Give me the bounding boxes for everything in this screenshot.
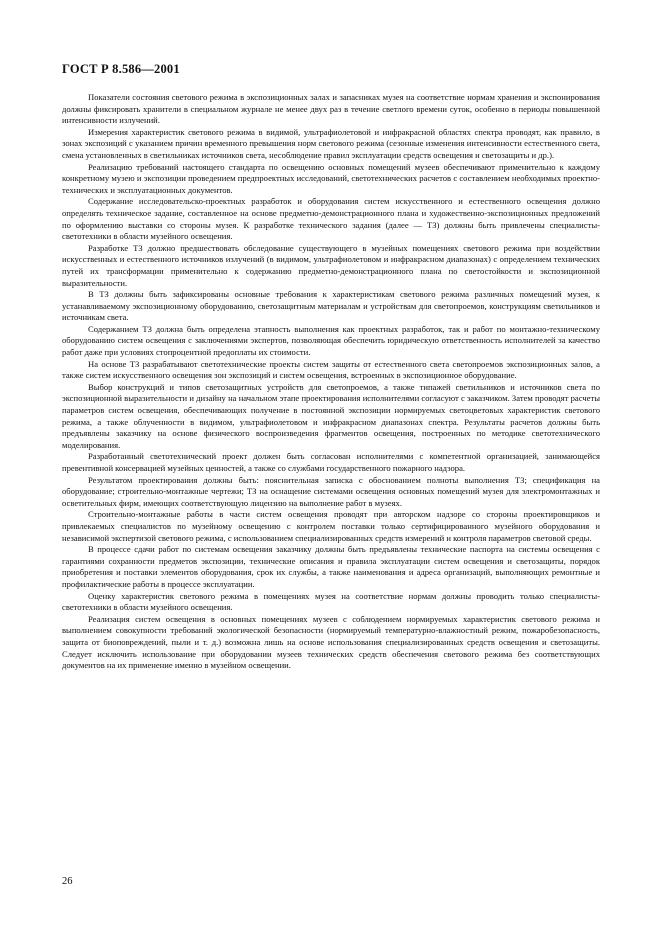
paragraph: Содержанием ТЗ должна быть определена этапность выполнения как проектных разработок, так и работ по монтажно-техническому оборудованию систем освещения с заключениями экспертов, позволяющая обеспечить юридическую ответственность исполнителей за качество работ даже при условиях стопроцентной предоплаты их стоимости. [62, 323, 600, 358]
paragraph: Содержание исследовательско-проектных разработок и оборудования систем искусственного и естественного освещения должно определять техническое задание, составленное на основе предметно-демонстрационного плана и художественно-экспозиционных предложений по оформлению выставки со стороны музея. К разработке технического задания (далее — ТЗ) должны быть привлечены специалисты-светотехники в области музейного освещения. [62, 196, 600, 242]
paragraph: Оценку характеристик светового режима в помещениях музея на соответствие нормам должны проводить только специалисты-светотехники в области музейного освещения. [62, 590, 600, 613]
paragraph: Разработанный светотехнический проект должен быть согласован исполнителями с компетентной организацией, занимающейся превентивной консервацией музейных ценностей, а также со службами государственного пожарного надзора. [62, 451, 600, 473]
paragraph: Реализацию требований настоящего стандарта по освещению основных помещений музеев обеспечивают применительно к каждому конкретному музею и экспозиции проведением предпроектных исследований, светотехнических расчетов с составлением необходимых проектно-технических и эксплуатационных документов. [62, 161, 600, 195]
paragraph: На основе ТЗ разрабатывают светотехнические проекты систем защиты от естественного света светопроемов экспозиционных залов, а также систем искусственного освещения зон экспозиций и систем освещения, встроенных в экспозиционное оборудование. [62, 358, 600, 381]
paragraph: Измерения характеристик светового режима в видимой, ультрафиолетовой и инфракрасной областях спектра проводят, как правило, в зонах экспозиций с указанием причин временного превышения норм светового режима (сезонные изменения интенсивности естественного света, смена установленных в светильниках источников света, несоблюдение правил эксплуатации средств освещения и светозащиты и др.). [62, 126, 600, 160]
paragraph: В процессе сдачи работ по системам освещения заказчику должны быть предъявлены технические паспорта на системы освещения с гарантиями сохранности предметов экспозиции, технические описания и правила эксплуатации систем освещения и светозащиты, порядок приобретения и поставки элементов оборудования, срок их службы, а также наименования и адреса организаций, выполняющих ремонтные и профилактические работы в процессе эксплуатации. [62, 544, 600, 589]
paragraph: В ТЗ должны быть зафиксированы основные требования к характеристикам светового режима различных помещений музея, к устанавливаемому экспозиционному оборудованию, светозащитным материалам и устройствам для светопроемов, конструкциям светильников и источникам света. [62, 289, 600, 323]
page-number: 26 [62, 876, 73, 887]
paragraph: Разработке ТЗ должно предшествовать обследование существующего в музейных помещениях светового режима при воздействии искусственных и естественного источников излучений (в видимом, ультрафиолетовом и инфракрасном диапазонах) с определением технических путей их трансформации применительно к содержанию предметно-демонстрационного плана по светостойкости и экспозиционной выразительности. [62, 242, 600, 288]
paragraph: Строительно-монтажные работы в части систем освещения проводят при авторском надзоре со стороны проектировщиков и привлекаемых специалистов по музейному освещению с контролем поставки только сертифицированного музейного оборудования и независимой экспертизой светового режима, с использованием специализированных средств измерений и контроля параметров световой среды. [62, 509, 600, 543]
paragraph: Показатели состояния светового режима в экспозиционных залах и запасниках музея на соответствие нормам хранения и экспонирования должны фиксировать хранители в специальном журнале не менее двух раз в течение светлого времени суток, особенно в периоды повышенной интенсивности излучений. [62, 92, 600, 126]
standard-header: ГОСТ Р 8.586—2001 [62, 62, 180, 76]
paragraph: Результатом проектирования должны быть: пояснительная записка с обоснованием полноты выполнения ТЗ; спецификация на оборудование; строительно-монтажные чертежи; ТЗ на оснащение системами освещения основных помещений музея для электромонтажных и осветительных фирм, имеющих соответствующую лицензию на выполнение работ в музеях. [62, 474, 600, 508]
paragraph: Выбор конструкций и типов светозащитных устройств для светопроемов, а также типажей светильников и источников света по экспозиционной выразительности и дизайну на начальном этапе проектирования исполнителями согласуют с заказчиком. Затем проводят расчеты параметров систем освещения, обеспечивающих получение в постоянной экспозиции нормируемых светоцветовых характеристик светового режима, а также облученности в видимом, ультрафиолетовом и инфракрасном диапазонах спектра. Результаты расчетов должны быть предъявлены заказчику на основе физического воспроизведения фрагментов освещения, построенных по методике светотехнического моделирования. [62, 381, 600, 450]
body-text [62, 92, 600, 672]
paragraph: Реализация систем освещения в основных помещениях музеев с соблюдением нормируемых характеристик светового режима и выполнением совокупности требований экологической безопасности (нормируемый температурно-влажностный режим, пожаробезопасность, защита от биоповреждений, пыли и т. д.) возможна лишь на основе использования специализированных средств освещения и светозащиты. Следует исключить использование при оборудовании музеев технических средств обеспечения светового режима без соответствующих документов на их применение именно в музейном освещении. [62, 613, 600, 671]
